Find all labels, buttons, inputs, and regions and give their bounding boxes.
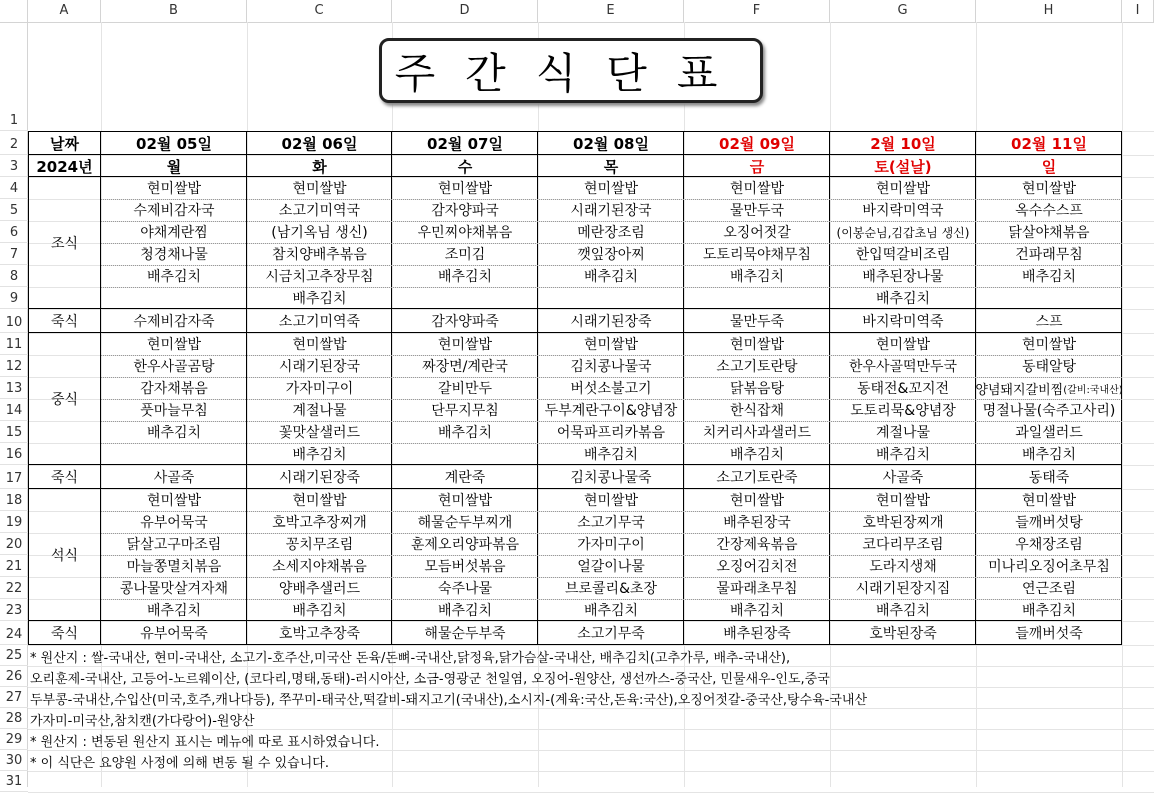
column-header-c[interactable]: C — [247, 0, 392, 22]
row-header-20[interactable]: 20 — [0, 533, 28, 555]
column-header-f[interactable]: F — [684, 0, 830, 22]
origin-note: (갈비:국내산) — [1063, 384, 1123, 396]
menu-item[interactable]: 소세지야채볶음 — [272, 559, 367, 575]
menu-item[interactable]: 배추김치 — [583, 603, 639, 619]
menu-item[interactable]: 배추된장나물 — [862, 269, 944, 285]
menu-item[interactable]: 호박고추장찌개 — [272, 515, 367, 531]
menu-item[interactable]: 닭살야채볶음 — [1008, 225, 1090, 241]
menu-item[interactable]: 현미쌀밥 — [1021, 337, 1077, 353]
porridge-item[interactable]: 호박고추장죽 — [278, 626, 361, 642]
menu-item[interactable]: 소고기토란탕 — [716, 359, 798, 375]
menu-item[interactable]: 가자미구이 — [577, 537, 645, 553]
menu-item[interactable]: 소고기미역국 — [278, 203, 361, 219]
row-header-22[interactable]: 22 — [0, 577, 28, 599]
menu-item[interactable]: 현미쌀밥 — [729, 493, 785, 509]
menu-item[interactable]: 물파래초무침 — [716, 581, 798, 597]
porridge-item[interactable]: 바지락미역죽 — [862, 314, 944, 330]
page-title: 주간식단표 — [394, 48, 748, 98]
menu-item[interactable]: 꽃맛살샐러드 — [278, 425, 361, 441]
date-cell[interactable]: 2월 10일 — [870, 134, 936, 153]
dotted-divider — [101, 533, 1122, 534]
menu-item[interactable]: 청경채나물 — [140, 247, 208, 263]
date-cell[interactable]: 02월 05일 — [136, 134, 212, 153]
menu-item[interactable]: 배추김치 — [1021, 603, 1077, 619]
row-header-4[interactable]: 4 — [0, 177, 28, 199]
menu-item[interactable]: 호박된장찌개 — [862, 515, 944, 531]
porridge-item[interactable]: 계란죽 — [444, 470, 486, 486]
menu-item[interactable]: 코다리무조림 — [862, 537, 944, 553]
row-header-12[interactable]: 12 — [0, 355, 28, 377]
menu-item[interactable]: 배추김치 — [292, 603, 347, 619]
dotted-divider — [101, 511, 1122, 512]
dotted-divider — [101, 577, 1122, 578]
menu-item[interactable]: 현미쌀밥 — [292, 181, 347, 197]
row-header-1[interactable]: 1 — [0, 22, 28, 131]
menu-item[interactable]: 현미쌀밥 — [437, 181, 493, 197]
menu-item[interactable]: 동태알탕 — [1021, 359, 1077, 375]
row-header-31[interactable]: 31 — [0, 771, 28, 792]
grid-vline — [1122, 22, 1123, 787]
row-header-2[interactable]: 2 — [0, 131, 28, 155]
menu-item[interactable]: 배추김치 — [729, 269, 785, 285]
menu-item[interactable]: 계절나물 — [875, 425, 931, 441]
menu-item[interactable]: 야채계란찜 — [140, 225, 208, 241]
menu-item[interactable]: 배추김치 — [292, 447, 347, 463]
meal-label[interactable]: 석식 — [50, 548, 79, 564]
row-header-30[interactable]: 30 — [0, 750, 28, 771]
menu-item[interactable]: 한우사골곰탕 — [133, 359, 215, 375]
menu-item[interactable]: 시래기된장국 — [278, 359, 361, 375]
row-header-26[interactable]: 26 — [0, 666, 28, 687]
porridge-item[interactable]: 물만두죽 — [729, 314, 785, 330]
row-header-24[interactable]: 24 — [0, 621, 28, 645]
menu-item[interactable]: 어묵파프리카볶음 — [556, 425, 666, 441]
row-header-17[interactable]: 17 — [0, 465, 28, 489]
dotted-divider — [101, 199, 1122, 200]
menu-item[interactable]: 동태전&꼬지전 — [856, 381, 950, 397]
column-header-h[interactable]: H — [976, 0, 1122, 22]
porridge-item[interactable]: 수제비감자죽 — [133, 314, 215, 330]
row-header-28[interactable]: 28 — [0, 708, 28, 729]
menu-item[interactable]: 계절나물 — [292, 403, 347, 419]
dotted-divider — [101, 243, 1122, 244]
menu-item[interactable] — [101, 287, 247, 309]
menu-item[interactable]: 현미쌀밥 — [583, 337, 639, 353]
menu-item[interactable]: 배추김치 — [146, 269, 202, 285]
porridge-item[interactable]: 사골죽 — [882, 470, 924, 486]
row-header-3[interactable]: 3 — [0, 155, 28, 177]
menu-item[interactable]: 배추김치 — [583, 269, 639, 285]
menu-item[interactable]: 감자채볶음 — [140, 381, 208, 397]
menu-item[interactable]: 배추김치 — [146, 425, 202, 441]
grid-hline — [28, 645, 1154, 646]
menu-item[interactable]: 가자미구이 — [285, 381, 354, 397]
porridge-item[interactable]: 들깨버섯죽 — [1015, 626, 1083, 642]
row-header-21[interactable]: 21 — [0, 555, 28, 577]
row-header-14[interactable]: 14 — [0, 399, 28, 421]
row-header-6[interactable]: 6 — [0, 221, 28, 243]
row-header-11[interactable]: 11 — [0, 333, 28, 355]
row-header-13[interactable]: 13 — [0, 377, 28, 399]
menu-item[interactable]: 김치콩나물국 — [570, 359, 652, 375]
menu-item[interactable] — [684, 287, 830, 309]
menu-item[interactable]: 조미김 — [444, 247, 486, 263]
menu-item[interactable]: 배추김치 — [583, 447, 639, 463]
menu-item[interactable]: 바지락미역국 — [862, 203, 944, 219]
menu-item[interactable]: 도라지생채 — [869, 559, 937, 575]
column-header-e[interactable]: E — [538, 0, 684, 22]
menu-item[interactable]: 현미쌀밥 — [146, 337, 202, 353]
menu-item[interactable]: 건파래무침 — [1015, 247, 1083, 263]
menu-item[interactable]: 현미쌀밥 — [875, 493, 931, 509]
porridge-item[interactable]: 시래기된장죽 — [278, 470, 361, 486]
menu-item[interactable]: 배추김치 — [729, 447, 785, 463]
menu-item[interactable]: 닭살고구마조림 — [126, 537, 222, 553]
menu-item[interactable]: 현미쌀밥 — [875, 337, 931, 353]
menu-item[interactable] — [538, 287, 684, 309]
row-header-8[interactable]: 8 — [0, 265, 28, 287]
grid-hline — [28, 708, 1154, 709]
menu-item[interactable]: 양배추샐러드 — [278, 581, 361, 597]
meal-label[interactable]: 조식 — [50, 236, 79, 252]
column-header-g[interactable]: G — [830, 0, 976, 22]
menu-item[interactable]: 단무지무침 — [431, 403, 499, 419]
menu-item[interactable]: 얼갈이나물 — [577, 559, 645, 575]
menu-item[interactable]: 간장제육볶음 — [716, 537, 798, 553]
porridge-item[interactable]: 김치콩나물죽 — [570, 470, 652, 486]
row-header-5[interactable]: 5 — [0, 199, 28, 221]
meal-label[interactable]: 죽식 — [50, 314, 79, 330]
menu-item[interactable]: 해물순두부찌개 — [417, 515, 513, 531]
row-header-23[interactable]: 23 — [0, 599, 28, 621]
dotted-divider — [101, 287, 1122, 288]
menu-item[interactable]: 오징어김치전 — [716, 559, 798, 575]
menu-item[interactable]: (이봉순님,김갑초님 생신) — [836, 225, 970, 240]
menu-item[interactable]: 한우사골떡만두국 — [848, 359, 958, 375]
menu-item[interactable]: 과일샐러드 — [1015, 425, 1083, 441]
menu-item[interactable]: 숙주나물 — [437, 581, 493, 597]
menu-item[interactable]: 들깨버섯탕 — [1015, 515, 1083, 531]
dotted-divider — [101, 399, 1122, 400]
row-header-bar — [0, 22, 28, 787]
row-header-15[interactable]: 15 — [0, 421, 28, 443]
day-cell[interactable]: 수 — [457, 157, 473, 176]
column-header-d[interactable]: D — [392, 0, 538, 22]
menu-item[interactable]: 브로콜리&초장 — [564, 581, 658, 597]
column-header-i[interactable]: I — [1122, 0, 1154, 22]
menu-item[interactable]: 치커리사과샐러드 — [702, 425, 812, 441]
footnote[interactable]: 가자미-미국산,참치캔(가다랑어)-원양산 — [30, 714, 255, 729]
menu-item[interactable]: 닭볶음탕 — [729, 381, 785, 397]
menu-item[interactable]: 메란장조림 — [577, 225, 645, 241]
menu-item[interactable]: 도토리묵야채무침 — [702, 247, 812, 263]
menu-item[interactable]: 두부계란구이&양념장 — [544, 403, 678, 419]
date-cell[interactable]: 02월 07일 — [427, 134, 503, 153]
menu-item[interactable]: 배추김치 — [146, 603, 202, 619]
dotted-divider — [101, 221, 1122, 222]
menu-item[interactable]: 물만두국 — [729, 203, 785, 219]
menu-item[interactable] — [101, 443, 247, 465]
menu-item[interactable]: 배추김치 — [875, 603, 931, 619]
date-label[interactable]: 날짜 — [50, 134, 79, 153]
menu-item[interactable] — [392, 287, 538, 309]
grid-hline — [28, 750, 1154, 751]
menu-item[interactable]: 우채장조림 — [1015, 537, 1083, 553]
menu-item[interactable]: 마늘쫑멸치볶음 — [126, 559, 222, 575]
menu-item[interactable]: 미나리오징어초무침 — [988, 559, 1110, 575]
day-cell[interactable]: 일 — [1041, 157, 1057, 176]
grid-hline — [28, 771, 1154, 772]
menu-item[interactable] — [392, 443, 538, 465]
menu-item[interactable]: 풋마늘무침 — [140, 403, 208, 419]
menu-item[interactable]: 현미쌀밥 — [583, 493, 639, 509]
date-cell[interactable]: 02월 09일 — [719, 134, 795, 153]
row-header-27[interactable]: 27 — [0, 687, 28, 708]
porridge-item[interactable]: 소고기미역죽 — [278, 314, 361, 330]
menu-item[interactable]: 유부어묵국 — [140, 515, 208, 531]
day-cell[interactable]: 월 — [166, 157, 182, 176]
porridge-item[interactable]: 동태죽 — [1028, 470, 1070, 486]
menu-item[interactable]: 명절나물(숙주고사리) — [982, 403, 1116, 419]
day-cell[interactable]: 토(설날) — [874, 157, 932, 176]
menu-item[interactable] — [976, 287, 1122, 309]
porridge-item[interactable]: 해물순두부죽 — [424, 626, 506, 642]
menu-item[interactable]: 현미쌀밥 — [146, 181, 202, 197]
row-header-19[interactable]: 19 — [0, 511, 28, 533]
menu-item[interactable]: 연근조림 — [1021, 581, 1077, 597]
grid-hline — [28, 666, 1154, 667]
menu-item[interactable]: 시래기된장지짐 — [855, 581, 951, 597]
porridge-item[interactable]: 사골죽 — [153, 470, 195, 486]
menu-item[interactable]: 현미쌀밥 — [292, 337, 347, 353]
row-header-25[interactable]: 25 — [0, 645, 28, 666]
footnote[interactable]: * 원산지 : 변동된 원산지 표시는 메뉴에 따로 표시하였습니다. — [30, 735, 380, 750]
column-header-b[interactable]: B — [101, 0, 247, 22]
menu-item[interactable]: 꽁치무조림 — [285, 537, 354, 553]
dotted-divider — [101, 265, 1122, 266]
dotted-divider — [101, 555, 1122, 556]
menu-item[interactable]: 현미쌀밥 — [1021, 181, 1077, 197]
footnote[interactable]: 오리훈제-국내산, 고등어-노르웨이산, (코다리,명태,동태)-러시아산, 소금-영광군 천일염, 오징어-원양산, 생선까스-중국산, 민물새우-인도,중국 — [30, 672, 830, 687]
menu-item[interactable]: 감자양파국 — [431, 203, 499, 219]
porridge-item[interactable]: 유부어묵죽 — [140, 626, 208, 642]
day-cell[interactable]: 목 — [603, 157, 619, 176]
footnote[interactable]: * 이 식단은 요양원 사정에 의해 변동 될 수 있습니다. — [30, 756, 329, 771]
row-header-7[interactable]: 7 — [0, 243, 28, 265]
menu-item[interactable]: 배추김치 — [875, 291, 931, 307]
date-cell[interactable]: 02월 08일 — [573, 134, 649, 153]
menu-item[interactable]: 소고기무국 — [577, 515, 645, 531]
menu-item[interactable]: 수제비감자국 — [133, 203, 215, 219]
porridge-item[interactable]: 소고기무죽 — [577, 626, 645, 642]
meal-label[interactable]: 중식 — [50, 392, 79, 408]
meal-label[interactable]: 죽식 — [50, 470, 79, 486]
menu-item[interactable]: 시래기된장국 — [570, 203, 652, 219]
menu-item[interactable]: 콩나물맛살겨자채 — [119, 581, 229, 597]
row-header-10[interactable]: 10 — [0, 309, 28, 333]
date-cell[interactable]: 02월 06일 — [281, 134, 358, 153]
dotted-divider — [101, 355, 1122, 356]
row-header-29[interactable]: 29 — [0, 729, 28, 750]
footnote[interactable]: 두부콩-국내산,수입산(미국,호주,캐나다등), 쭈꾸미-태국산,떡갈비-돼지고기(국내산),소시지-(계육:국산,돈육:국산),오징어젓갈-중국산,탕수육-국내산 — [30, 693, 868, 708]
menu-item[interactable]: 시금치고추장무침 — [265, 269, 374, 285]
menu-item[interactable]: 갈비만두 — [437, 381, 493, 397]
dotted-divider — [101, 599, 1122, 600]
grid-hline — [28, 687, 1154, 688]
menu-item[interactable]: 현미쌀밥 — [146, 493, 202, 509]
dotted-divider — [101, 377, 1122, 378]
day-cell[interactable]: 금 — [749, 157, 765, 176]
select-all-corner[interactable] — [0, 0, 28, 22]
menu-item[interactable]: 현미쌀밥 — [875, 181, 931, 197]
column-header-bar — [0, 0, 1154, 23]
dotted-divider — [101, 443, 1122, 444]
porridge-item[interactable]: 배추된장죽 — [723, 626, 791, 642]
meal-label[interactable]: 죽식 — [50, 626, 79, 642]
menu-item[interactable]: 현미쌀밥 — [437, 493, 493, 509]
menu-item[interactable]: 깻잎장아찌 — [577, 247, 645, 263]
dotted-divider — [101, 421, 1122, 422]
column-header-a[interactable]: A — [28, 0, 101, 22]
grid-hline — [28, 729, 1154, 730]
menu-item[interactable]: 옥수수스프 — [1015, 203, 1083, 219]
menu-item[interactable]: 배추김치 — [1021, 447, 1077, 463]
menu-item[interactable]: 한식잡채 — [729, 403, 785, 419]
footnote[interactable]: * 원산지 : 쌀-국내산, 현미-국내산, 소고기-호주산,미국산 돈육/돈뼈-국내산,닭정육,닭가슴살-국내산, 배추김치(고추가루, 배추-국내산), — [30, 651, 791, 666]
row-header-16[interactable]: 16 — [0, 443, 28, 465]
year-label[interactable]: 2024년 — [36, 157, 93, 176]
menu-item[interactable]: 한입떡갈비조림 — [855, 247, 951, 263]
menu-item[interactable]: 도토리묵&양념장 — [850, 403, 956, 419]
menu-item[interactable]: 현미쌀밥 — [729, 337, 785, 353]
porridge-item[interactable]: 소고기토란죽 — [716, 470, 798, 486]
menu-item[interactable]: 배추김치 — [437, 425, 493, 441]
porridge-item[interactable]: 스프 — [1035, 314, 1063, 330]
menu-item[interactable]: 배추김치 — [437, 603, 493, 619]
menu-item[interactable]: 배추김치 — [292, 291, 347, 307]
porridge-item[interactable]: 시래기된장죽 — [570, 314, 652, 330]
menu-item[interactable]: 현미쌀밥 — [1021, 493, 1077, 509]
menu-item[interactable]: 현미쌀밥 — [583, 181, 639, 197]
menu-item[interactable]: 우민찌야채볶음 — [417, 225, 513, 241]
row-header-18[interactable]: 18 — [0, 489, 28, 511]
day-cell[interactable]: 화 — [312, 157, 327, 176]
row-header-9[interactable]: 9 — [0, 287, 28, 309]
menu-item[interactable]: 짜장면/계란국 — [422, 359, 508, 375]
porridge-item[interactable]: 호박된장죽 — [869, 626, 937, 642]
menu-item[interactable]: 버섯소불고기 — [570, 381, 652, 397]
menu-item[interactable]: 모듬버섯볶음 — [424, 559, 506, 575]
menu-item[interactable]: (남기옥님 생신) — [271, 225, 368, 241]
menu-item[interactable]: 훈제오리양파볶음 — [410, 537, 520, 553]
menu-item[interactable]: 배추된장국 — [723, 515, 791, 531]
menu-item[interactable]: 현미쌀밥 — [437, 337, 493, 353]
date-cell[interactable]: 02월 11일 — [1011, 134, 1087, 153]
porridge-item[interactable]: 감자양파죽 — [431, 314, 499, 330]
menu-item[interactable]: 현미쌀밥 — [729, 181, 785, 197]
menu-item[interactable]: 배추김치 — [875, 447, 931, 463]
menu-item[interactable]: 배추김치 — [1021, 269, 1077, 285]
menu-item[interactable]: 양념돼지갈비찜 (갈비:국내산) — [975, 382, 1123, 398]
menu-item[interactable]: 배추김치 — [437, 269, 493, 285]
menu-item[interactable]: 오징어젓갈 — [723, 225, 791, 241]
title-box — [379, 38, 763, 103]
menu-item[interactable]: 배추김치 — [729, 603, 785, 619]
menu-item[interactable]: 참치양배추볶음 — [272, 247, 367, 263]
menu-item[interactable]: 현미쌀밥 — [292, 493, 347, 509]
